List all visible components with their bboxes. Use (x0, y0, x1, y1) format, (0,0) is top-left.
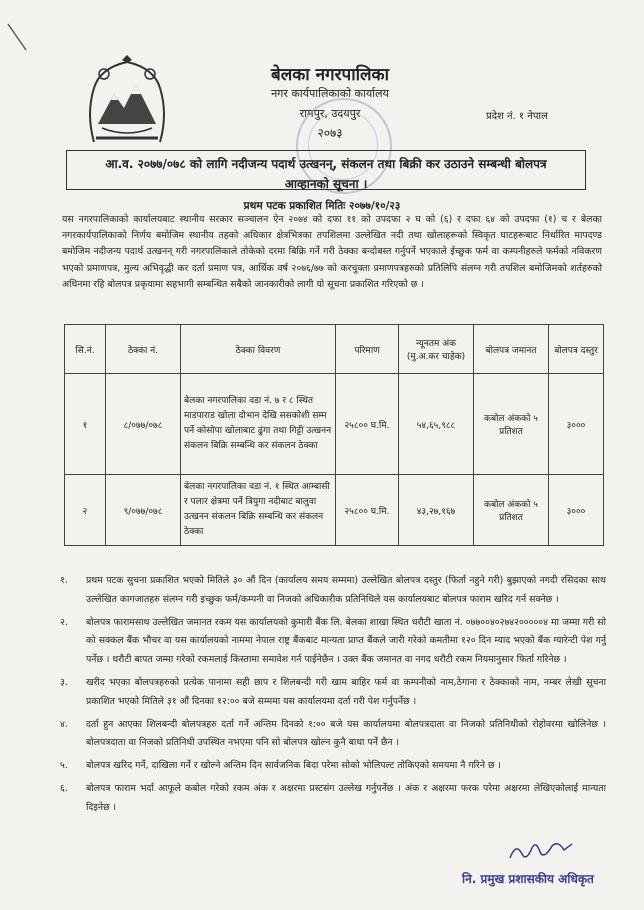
intro-paragraph: यस नगरपालिकाको कार्यालयबाट स्थानीय सरकार सञ्चालन ऐन २०७४ को दफा ११ को उपदफा २ घ को (६) र दफा ६४ को उपदफा (१) च र बेलका नगरकार्यपालिकाको निर्णय बमोजिम स्थानीय तहको अधिकार क्षेत्रभित्रका तपशिलमा उल्लेखित नदी तथा खोलाहरूको स्विकृत घाटहरूबाट निर्धारित मापदण्ड बमोजिम नदीजन्य पदार्थ उत्खनन् गरी नगरपालिकाले तोकेको दरमा बिक्रि गर्ने गरी ठेक्का बन्दोबस्त गर्नुपर्ने भएकाले ईच्छुक फर्म वा कम्पनीहरुले फर्मको नविकरण भएको प्रमाणपत्र, मुल्य अभिवृद्धी कर दर्ता प्रमाण पत्र, आर्थिक वर्ष २०७६/७७ को करचुक्ता प्रमाणपत्रहरुको प्रतिलिपि संलग्न गरी तपशिल बमोजिमको शर्तहरुको अधिनमा रहि बोलपत्र प्रकृयामा सहभागी सम्बन्धित सबैको जानकारीको लागी यो सूचना प्रकाशित गरिएको छ । (62, 214, 602, 290)
col-header-quantity: परिमाण (336, 325, 399, 374)
col-header-fee: बोलपत्र दस्तुर (549, 325, 604, 374)
table-row (65, 374, 604, 475)
col-header-description: ठेक्का विवरण (181, 325, 336, 374)
cell-sn: २ (65, 475, 106, 546)
nepal-emblem-icon (84, 54, 170, 146)
notice-title-box (66, 150, 586, 190)
notice-title-line2: आव्हानको सूचना । (284, 177, 368, 191)
office-code: २०७३ (317, 126, 343, 140)
list-item (36, 614, 606, 670)
list-item-number: ६. (60, 782, 68, 794)
cell-fee: ३००० (549, 475, 604, 546)
list-item-text: बोलपत्र फारामसाथ उल्लेखित जमानत रकम यस कार्यालयको कुमारी बैंक लि. बेलका शाखा स्थित धरौटी खाता नं. ०७७००४०२७४२०००००४ मा जम्मा गरी सो को सक्कल बैंक भौचर वा यस कार्यालयको नाममा नेपाल राष्ट्र बैंकबाट मान्यता प्राप्त बैंकले जारी गरेको कमतीमा १२० दिन म्याद भएको बैंक ग्यारेन्टी पेश गर्नु पर्नेछ । धरौटी बापत जम्मा गरेको रकमलाई किस्तामा समावेश गर्न पाईनेछैन । उक्त बैंक जमानत वा नगद धरौटी रकम नियमानुसार फिर्ता गरिनेछ । (86, 616, 606, 666)
org-name: बेलका नगरपालिका (270, 65, 390, 85)
cell-fee: ३००० (549, 374, 604, 475)
list-item-text: प्रथम पटक सुचना प्रकाशित भएको मितिले ३० औं दिन (कार्यालय समय सम्ममा) उल्लेखित बोलपत्र दस्तुर (फिर्ता नहुने गरी) बुझाएको नगदी रसिदका साथ उल्लेखित कागजातहरु संलग्न गरी इच्छुक फर्म/कम्पनी वा निजको अधिकारीक प्रतिनिधिले यस कार्यालयबाट बोलपत्र फाराम खरिद गर्न सक्नेछ । (86, 575, 606, 605)
list-item-number: ४. (60, 718, 68, 730)
list-item-text: बोलपत्र फाराम भर्दा आफूले कबोल गरेको रकम अंक र अक्षरमा प्रस्टसंग उल्लेख गर्नुपर्नेछ । अंक र अक्षरमा फरक परेमा अक्षरमा लेखिएकोलाई मान्यता दिइनेछ । (86, 782, 606, 813)
terms-list (36, 572, 606, 822)
signatory-title: नि. प्रमुख प्रशासकीय अधिकृत (462, 872, 594, 886)
list-item-number: २. (60, 616, 68, 628)
list-item-text: बोलपत्र खरिद गर्ने, दाखिला गर्ने र खोल्ने अन्तिम दिन सार्वजनिक बिदा परेमा सोको भोलिपल्ट तोकिएको समयमा नै गरिने छ । (86, 760, 501, 772)
cell-min-amount: ४३,२७,१६७ (399, 475, 474, 546)
list-item-number: ३. (60, 676, 68, 688)
cell-guarantee: कबोल अंकको ५ प्रतिशत (474, 475, 549, 546)
table-header-row (65, 325, 604, 374)
cell-guarantee: कबोल अंकको ५ प्रतिशत (474, 374, 549, 475)
publication-date: प्रथम पटक प्रकाशित मितिः २०७७/१०/२३ (243, 200, 401, 212)
list-item (36, 572, 606, 610)
list-item (36, 780, 606, 818)
cell-description: बेलका नगरपालिका वडा नं. १ स्थित आम्बासी र पलार क्षेत्रमा पर्ने त्रियुगा नदीबाट बालुवा उत्खनन संकलन बिक्रि सम्बन्धि कर संकलन ठेक्का (181, 475, 336, 546)
col-header-min-amount: न्यूनतम अंक (मु.अ.कर चाहेक) (399, 325, 474, 374)
corner-mark-icon (6, 22, 28, 52)
col-header-guarantee: बोलपत्र जमानत (474, 325, 549, 374)
office-address: रामपुर, उदयपुर (299, 107, 361, 120)
province-label: प्रदेश नं. १ नेपाल (486, 111, 548, 122)
col-header-contract-no: ठेक्का नं. (106, 325, 181, 374)
list-item-number: १. (60, 575, 68, 586)
office-name: नगर कार्यपालिकाको कार्यालय (271, 87, 389, 100)
list-item (36, 757, 606, 776)
cell-contract-no: ८/०७७/०७८ (106, 374, 181, 475)
list-item (36, 716, 606, 754)
list-item (36, 674, 606, 712)
cell-min-amount: ५४,६५,९८८ (399, 374, 474, 475)
list-item-number: ५. (60, 760, 68, 772)
cell-description: बेलका नगरपालिका वडा नं. ७ र ८ स्थित माडपाराड खोला दोभान देखि ससकोशी सम्म पर्ने कोसोपा खोलाबाट ढुंगा तथा गिट्टी उत्खनन संकलन बिक्रि सम्बन्धि कर संकलन ठेक्का (181, 374, 336, 475)
list-item-text: दर्ता हुन आएका शिलबन्दी बोलपत्रहरु दर्ता गर्ने अन्तिम दिनको १:०० बजे यस कार्यालयमा बोलपत्रदाता वा निजको प्रतिनिधीको रोहोवरमा खोलिनेछ । बोलपत्रदाता वा निजको प्रतिनिधी उपस्थित नभएमा पनि सो बोलपत्र खोल्न कुनै बाधा पर्ने छैन । (86, 718, 606, 749)
contract-table (64, 324, 604, 546)
table-row (65, 475, 604, 546)
cell-sn: १ (65, 374, 106, 475)
cell-quantity: २५८०० घ.मि. (336, 374, 399, 475)
cell-contract-no: ९/०७७/०७८ (106, 475, 181, 546)
col-header-sn: सि.नं. (65, 325, 106, 374)
notice-title-line1: आ.व. २०७७/०७८ को लागि नदीजन्य पदार्थ उत्खनन्, संकलन तथा बिक्री कर उठाउने सम्बन्धी बोलपत्र (105, 157, 547, 171)
signature-icon (506, 838, 576, 864)
cell-quantity: २५८०० घ.मि. (336, 475, 399, 546)
list-item-text: खरीद भएका बोलपत्रहरुको प्रत्येक पानामा सही छाप र शिलबन्दी गरी खाम बाहिर फर्म वा कम्पनीको नाम,ठेगाना र ठेक्काको नाम, नम्बर लेखी सूचना प्रकाशित भएको मितिले ३१ औं दिनका १२:०० बजे सम्ममा यस कार्यालयमा दर्ता गरी पेश गर्नुपर्नेछ । (86, 676, 606, 707)
